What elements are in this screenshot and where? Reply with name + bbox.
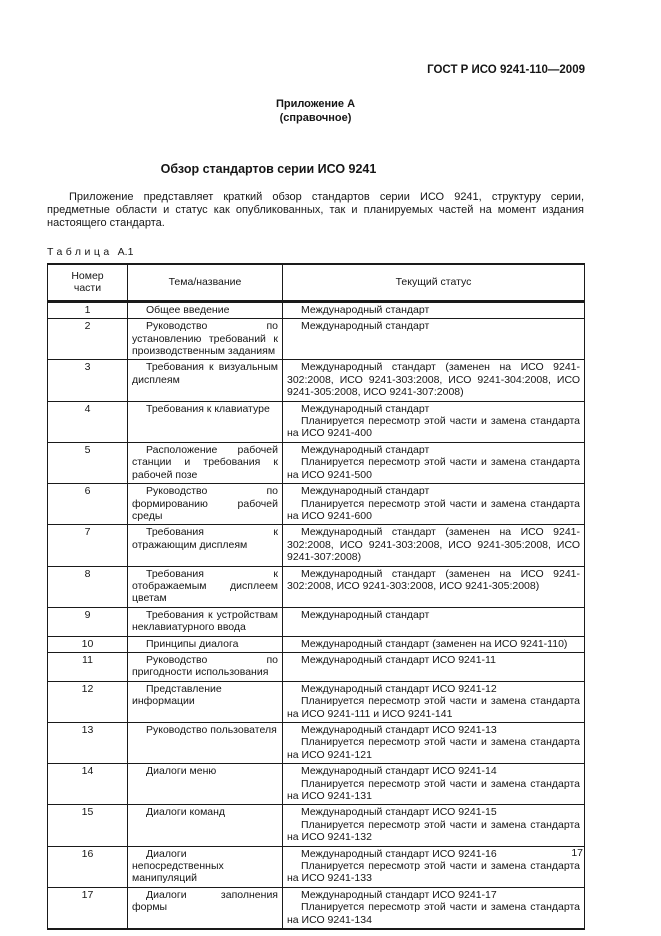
topic-cell	[128, 301, 283, 318]
topic-cell	[128, 484, 283, 525]
table-row	[48, 887, 585, 929]
part-number-cell: 16	[48, 846, 128, 887]
status-cell	[283, 360, 585, 401]
status-text: Международный стандарт ИСО 9241-11	[301, 653, 496, 666]
status-cell	[283, 442, 585, 483]
section-title: Обзор стандартов серии ИСО 9241	[160, 162, 377, 176]
table-row	[48, 681, 585, 722]
table-row	[48, 442, 585, 483]
part-number-cell: 4	[48, 401, 128, 442]
part-number-cell: 10	[48, 636, 128, 652]
topic-text: Диалоги меню	[146, 765, 217, 778]
status-text: Международный стандарт (заменен на ИСО 9241-110)	[301, 637, 568, 650]
status-text: Планируется пересмотр этой части и замена стандарта на ИСО 9241-121	[287, 736, 580, 761]
topic-text: Требования к отображаемым дисплеем цветам	[132, 567, 278, 605]
status-cell	[283, 607, 585, 636]
status-cell	[283, 652, 585, 681]
status-text: Планируется пересмотр этой части и замена стандарта на ИСО 9241-111 и ИСО 9241-141	[287, 695, 580, 720]
topic-text: Руководство по формированию рабочей среды	[132, 485, 278, 522]
topic-text: Диалоги непосредственных манипуляций	[132, 847, 224, 885]
table-row	[48, 301, 585, 318]
table-row	[48, 607, 585, 636]
status-text: Международный стандарт	[301, 303, 430, 316]
status-cell	[283, 319, 585, 360]
topic-text: Диалоги заполнения формы	[132, 888, 278, 914]
topic-cell	[128, 636, 283, 652]
annex-subtitle: (справочное)	[279, 112, 352, 124]
status-text: Международный стандарт ИСО 9241-15	[301, 806, 497, 819]
status-text: Международный стандарт	[301, 402, 430, 415]
status-text: Международный стандарт (заменен на ИСО 9241-302:2008, ИСО 9241-303:2008, ИСО 9241-305:2008, ИСО 9241-307:2008)	[287, 526, 580, 564]
topic-text: Общее введение	[146, 303, 230, 316]
column-header-part-number-label: Номер части	[71, 270, 104, 295]
column-header-status: Текущий статус	[283, 264, 585, 301]
status-text: Планируется пересмотр этой части и замена стандарта на ИСО 9241-600	[287, 497, 580, 522]
topic-cell	[128, 887, 283, 929]
status-text: Планируется пересмотр этой части и замена стандарта на ИСО 9241-132	[287, 818, 580, 844]
topic-cell	[128, 401, 283, 442]
part-number-cell: 8	[48, 566, 128, 607]
status-text: Международный стандарт ИСО 9241-12	[301, 682, 497, 695]
status-cell	[283, 681, 585, 722]
status-text: Планируется пересмотр этой части и замена стандарта на ИСО 9241-400	[287, 415, 580, 440]
status-text: Международный стандарт	[301, 485, 430, 498]
topic-text: Принципы диалога	[146, 637, 239, 650]
topic-cell	[128, 607, 283, 636]
annex-title: Приложение А	[275, 98, 356, 110]
status-text: Международный стандарт ИСО 9241-17	[301, 888, 497, 901]
status-text: Планируется пересмотр этой части и замена стандарта на ИСО 9241-131	[287, 777, 580, 803]
part-number-cell: 9	[48, 607, 128, 636]
topic-text: Диалоги команд	[146, 806, 226, 819]
topic-text: Требования к визуальным дисплеям	[132, 361, 278, 386]
status-text: Международный стандарт	[301, 443, 430, 456]
topic-cell	[128, 846, 283, 887]
topic-text: Требования к клавиатуре	[146, 402, 270, 415]
topic-cell	[128, 805, 283, 846]
part-number-cell: 13	[48, 723, 128, 764]
topic-text: Требования к отражающим дисплеям	[132, 526, 278, 551]
topic-cell	[128, 566, 283, 607]
part-number-cell: 7	[48, 525, 128, 566]
column-header-topic: Тема/название	[128, 264, 283, 301]
table-row	[48, 805, 585, 846]
column-header-part-number	[48, 264, 128, 301]
table-row	[48, 484, 585, 525]
table-row	[48, 636, 585, 652]
status-cell	[283, 636, 585, 652]
status-text: Международный стандарт ИСО 9241-16	[301, 847, 497, 860]
topic-cell	[128, 442, 283, 483]
part-number-cell: 14	[48, 764, 128, 805]
status-text: Международный стандарт ИСО 9241-13	[301, 724, 497, 736]
topic-cell	[128, 525, 283, 566]
status-cell	[283, 484, 585, 525]
table-row	[48, 764, 585, 805]
status-cell	[283, 525, 585, 566]
part-number-cell: 1	[48, 301, 128, 318]
table-row	[48, 723, 585, 764]
part-number-cell: 3	[48, 360, 128, 401]
part-number-cell: 5	[48, 442, 128, 483]
status-cell	[283, 301, 585, 318]
topic-cell	[128, 360, 283, 401]
standards-table	[47, 263, 585, 930]
table-caption	[47, 246, 661, 258]
table-caption-word: Таблица	[47, 246, 113, 258]
topic-text: Руководство по установлению требований к производственным заданиям	[132, 320, 278, 358]
topic-text: Руководство пользователя	[146, 724, 277, 736]
table-row	[48, 360, 585, 401]
status-cell	[283, 566, 585, 607]
status-text: Планируется пересмотр этой части и замена стандарта на ИСО 9241-134	[287, 901, 580, 926]
table-row	[48, 319, 585, 360]
status-text: Международный стандарт	[301, 608, 430, 621]
status-cell	[283, 723, 585, 764]
topic-cell	[128, 319, 283, 360]
table-row	[48, 525, 585, 566]
topic-cell	[128, 652, 283, 681]
part-number-cell: 17	[48, 887, 128, 929]
topic-cell	[128, 681, 283, 722]
topic-text: Представление информации	[132, 682, 222, 708]
standards-table-body	[48, 301, 585, 929]
status-cell	[283, 401, 585, 442]
topic-text: Расположение рабочей станции и требования к рабочей позе	[132, 443, 278, 481]
table-caption-number: А.1	[117, 246, 134, 258]
status-text: Международный стандарт (заменен на ИСО 9241-302:2008, ИСО 9241-303:2008, ИСО 9241-304:2008, ИСО 9241-305:2008, ИСО 9241-307:2008)	[287, 361, 580, 399]
table-header-row	[48, 264, 585, 301]
table-row	[48, 566, 585, 607]
part-number-cell: 11	[48, 652, 128, 681]
status-cell	[283, 764, 585, 805]
status-text: Международный стандарт (заменен на ИСО 9241-302:2008, ИСО 9241-303:2008, ИСО 9241-305:2008)	[287, 567, 580, 592]
topic-text: Требования к устройствам неклавиатурного ввода	[132, 608, 278, 634]
intro-paragraph: Приложение представляет краткий обзор стандартов серии ИСО 9241, структуру серии, предметные области и статус как опубликованных, так и планируемых частей на момент издания настоящего стандарта.	[47, 191, 584, 229]
topic-cell	[128, 764, 283, 805]
status-text: Планируется пересмотр этой части и замена стандарта на ИСО 9241-500	[287, 456, 580, 481]
part-number-cell: 15	[48, 805, 128, 846]
status-text: Планируется пересмотр этой части и замена стандарта на ИСО 9241-133	[287, 860, 580, 885]
table-row	[48, 846, 585, 887]
topic-text: Руководство по пригодности использования	[132, 653, 278, 679]
part-number-cell: 2	[48, 319, 128, 360]
status-cell	[283, 846, 585, 887]
part-number-cell: 12	[48, 681, 128, 722]
status-text: Международный стандарт	[301, 320, 430, 333]
table-row	[48, 652, 585, 681]
topic-cell	[128, 723, 283, 764]
status-cell	[283, 805, 585, 846]
part-number-cell: 6	[48, 484, 128, 525]
document-code-header: ГОСТ Р ИСО 9241-110—2009	[427, 64, 585, 76]
status-text: Международный стандарт ИСО 9241-14	[301, 765, 497, 778]
status-cell	[283, 887, 585, 929]
page-number: 17	[571, 847, 583, 859]
table-row	[48, 401, 585, 442]
